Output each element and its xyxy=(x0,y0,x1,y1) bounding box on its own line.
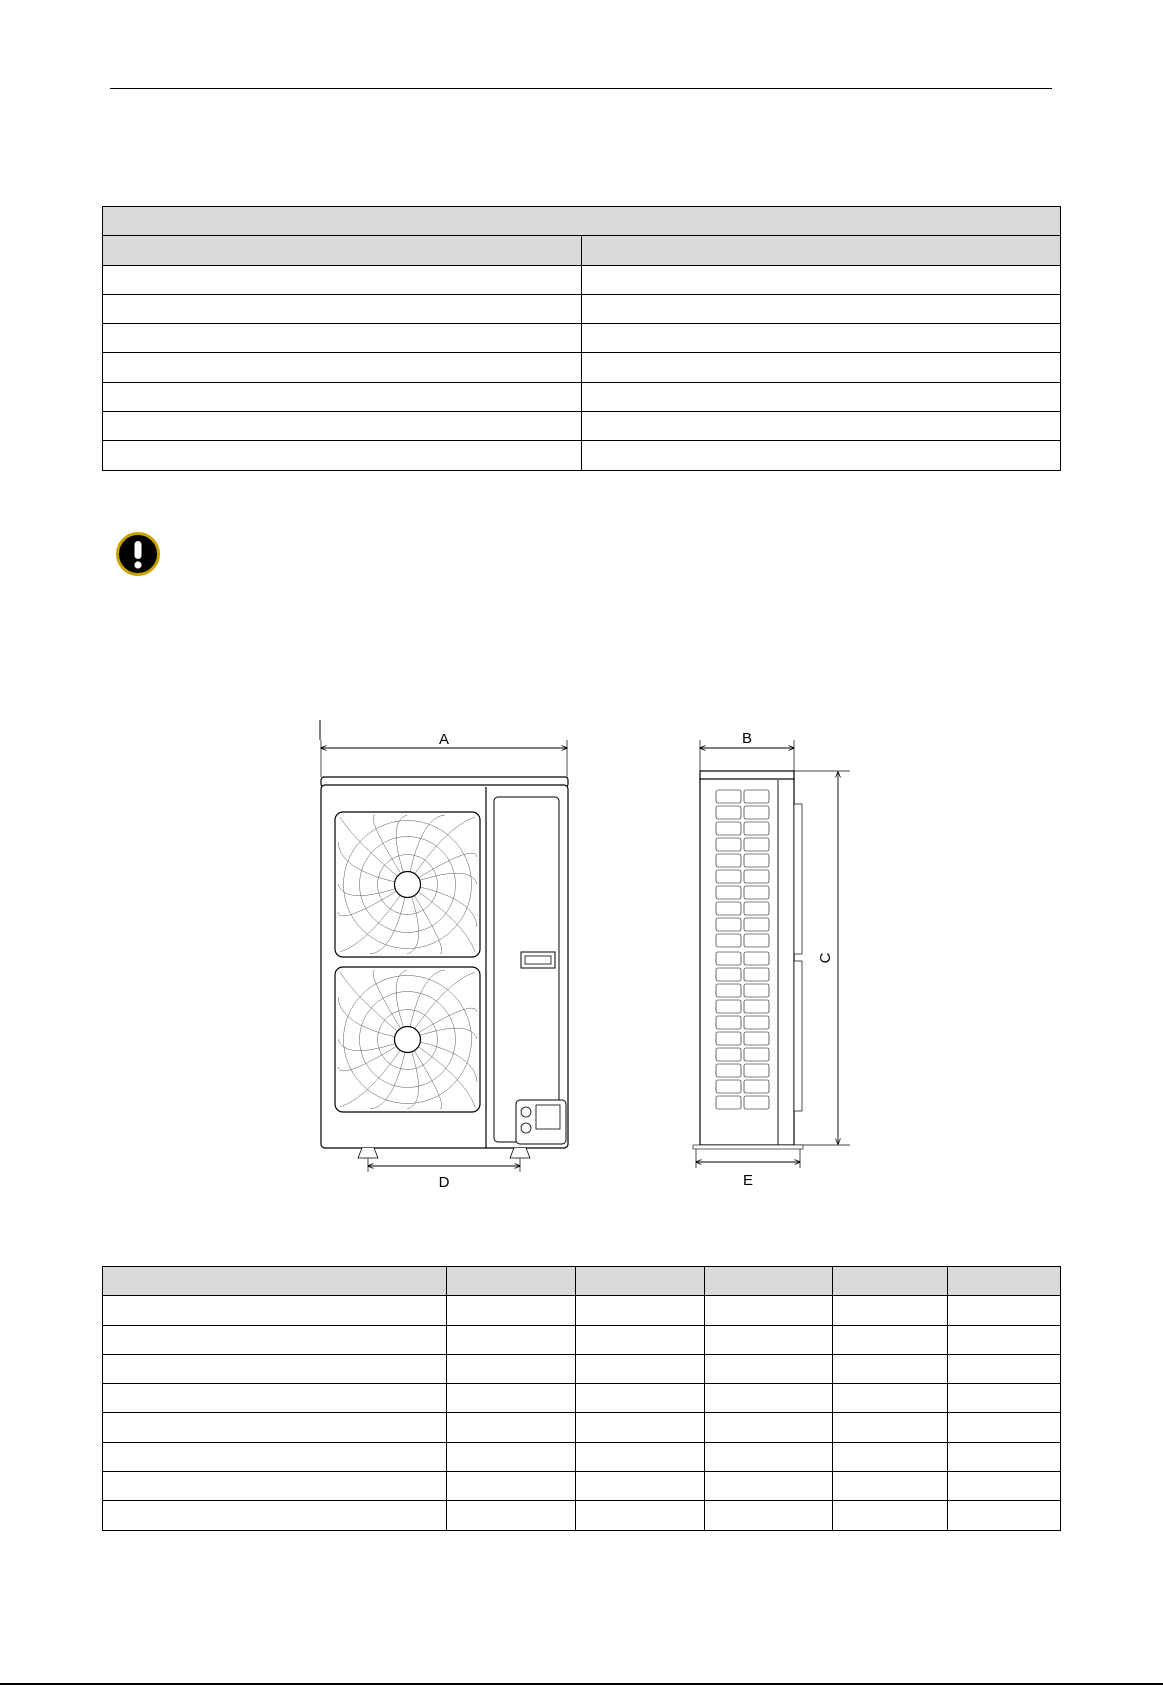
table-row xyxy=(103,1442,1061,1471)
grille-slot xyxy=(744,1016,769,1029)
grille-slot xyxy=(716,934,741,947)
spec-table-title xyxy=(103,207,1061,236)
grille-slot xyxy=(716,1000,741,1013)
grille-slot xyxy=(716,984,741,997)
grille-slot xyxy=(716,1016,741,1029)
exclamation-warning-icon xyxy=(116,532,160,576)
spec-table xyxy=(102,206,1061,471)
grille-slot xyxy=(744,1032,769,1045)
grille-slot xyxy=(744,902,769,915)
header-rule xyxy=(110,88,1052,89)
grille-slot xyxy=(744,886,769,899)
table-row xyxy=(103,353,1061,382)
grille-slot xyxy=(744,918,769,931)
grille-slot xyxy=(744,838,769,851)
outdoor-unit-dimension-drawing xyxy=(300,720,870,1190)
grille-slot xyxy=(716,1048,741,1061)
grille-slot xyxy=(744,1048,769,1061)
grille-slot xyxy=(716,870,741,883)
grille-slot xyxy=(744,1000,769,1013)
grille-slot xyxy=(716,886,741,899)
grille-slot xyxy=(716,968,741,981)
dimension-label-b: B xyxy=(741,730,753,747)
grille-slot xyxy=(716,806,741,819)
grille-slot xyxy=(744,934,769,947)
grille-slot xyxy=(716,952,741,965)
grille-slot xyxy=(716,822,741,835)
table-row xyxy=(103,1501,1061,1530)
grille-slot xyxy=(716,854,741,867)
grille-slot xyxy=(716,1064,741,1077)
table-row xyxy=(103,324,1061,353)
table-row xyxy=(103,1354,1061,1383)
grille-slot xyxy=(744,870,769,883)
table-row xyxy=(103,1325,1061,1354)
dimension-label-e: E xyxy=(742,1172,754,1189)
dimensions-table-header xyxy=(103,1267,1061,1296)
table-row xyxy=(103,1296,1061,1325)
grille-slot xyxy=(716,1096,741,1109)
grille-slot xyxy=(744,822,769,835)
grille-slot xyxy=(744,968,769,981)
table-row xyxy=(103,441,1061,470)
spec-table-header-cell xyxy=(103,236,582,265)
table-row xyxy=(103,1384,1061,1413)
grille-slot xyxy=(744,952,769,965)
grille-slot xyxy=(744,1064,769,1077)
grille-slot xyxy=(744,854,769,867)
dimension-label-d: D xyxy=(438,1174,450,1190)
grille-slot xyxy=(716,1080,741,1093)
table-row xyxy=(103,1472,1061,1501)
dimension-label-a: A xyxy=(438,731,450,748)
grille-slot xyxy=(744,984,769,997)
table-row xyxy=(103,294,1061,323)
side-view xyxy=(693,730,850,1189)
grille-slot xyxy=(744,1080,769,1093)
table-row xyxy=(103,382,1061,411)
grille-slot xyxy=(716,1032,741,1045)
grille-slot xyxy=(716,918,741,931)
dimensions-table xyxy=(102,1266,1061,1531)
grille-slot xyxy=(744,806,769,819)
table-row xyxy=(103,412,1061,441)
grille-slot xyxy=(716,902,741,915)
spec-table-header-cell xyxy=(582,236,1061,265)
grille-slot xyxy=(716,790,741,803)
table-row xyxy=(103,265,1061,294)
grille-slot xyxy=(716,838,741,851)
grille-slot xyxy=(744,790,769,803)
grille-slot xyxy=(744,1096,769,1109)
front-view xyxy=(320,720,568,1190)
table-row xyxy=(103,1413,1061,1442)
dimension-label-c: C xyxy=(817,952,834,964)
